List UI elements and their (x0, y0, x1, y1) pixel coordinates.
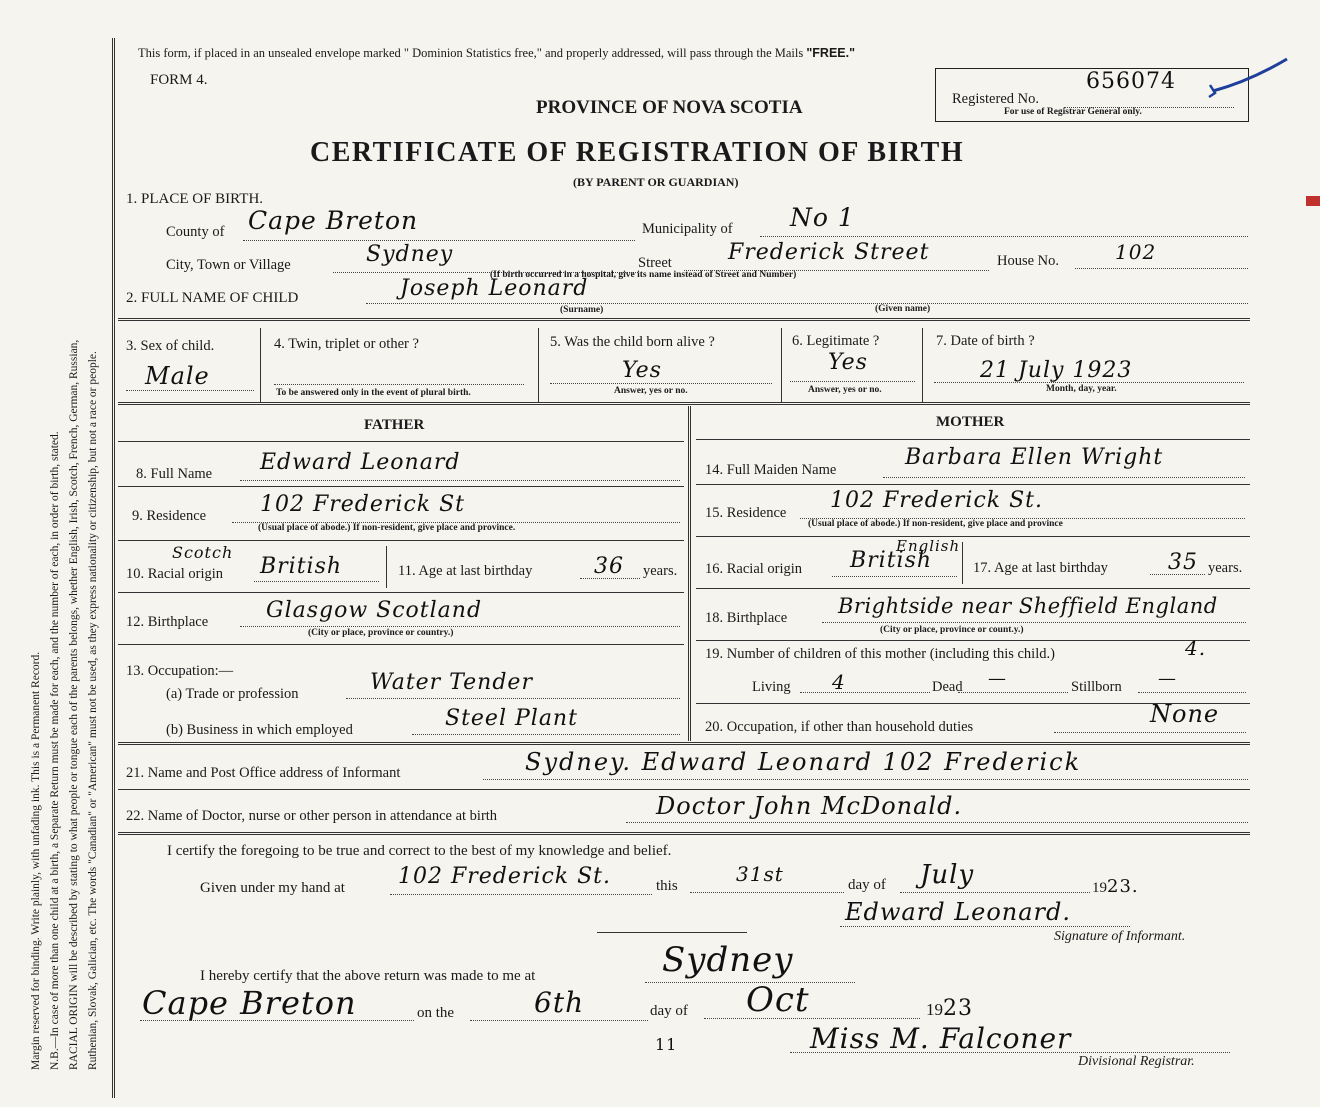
registrar-county-value: Cape Breton (142, 984, 357, 1022)
father-years: years. (643, 563, 678, 579)
doctor-value: Doctor John McDonald. (656, 792, 963, 820)
mother-occupation-label: 20. Occupation, if other than household duties (705, 719, 974, 735)
father-name-value: Edward Leonard (260, 450, 461, 475)
registered-label: Registered No. (952, 91, 1039, 107)
father-residence-label: 9. Residence (132, 508, 207, 524)
mother-name-label: 14. Full Maiden Name (705, 462, 837, 478)
mother-birthplace-value: Brightside near Sheffield England (838, 594, 1218, 618)
mail-note (138, 46, 855, 61)
registrar-text: I hereby certify that the above return was made to me at (200, 968, 536, 984)
informant-signature: Edward Leonard. (845, 898, 1072, 926)
father-business-label: (b) Business in which employed (166, 722, 353, 738)
living-label: Living (752, 679, 791, 695)
legitimate-answer-note: Answer, yes or no. (808, 385, 882, 395)
father-occupation-label: 13. Occupation:— (126, 663, 234, 679)
informant-label: 21. Name and Post Office address of Informant (126, 765, 401, 781)
house-label: House No. (997, 253, 1060, 269)
mother-name-value: Barbara Ellen Wright (905, 445, 1164, 470)
mother-years: years. (1208, 560, 1243, 576)
father-heading: FATHER (364, 417, 425, 433)
registrar-year (926, 996, 973, 1021)
page-title: CERTIFICATE OF REGISTRATION OF BIRTH (310, 137, 965, 168)
county-label: County of (166, 224, 225, 240)
child-name-label: 2. FULL NAME OF CHILD (126, 290, 299, 306)
mother-children-label: 19. Number of children of this mother (including this child.) (705, 646, 1055, 662)
mother-race-label: 16. Racial origin (705, 561, 803, 577)
street-label: Street (638, 255, 672, 271)
certify-day-of-label: day of (848, 877, 886, 893)
father-name-label: 8. Full Name (136, 466, 213, 482)
street-value: Frederick Street (728, 240, 930, 265)
mother-race-value: British (850, 548, 933, 573)
dead-value: — (988, 668, 1007, 689)
margin-instructions (0, 0, 110, 1107)
father-trade-label: (a) Trade or profession (166, 686, 299, 702)
mother-birthplace-note: (City or place, province or count.y.) (880, 625, 1024, 635)
father-age-value: 36 (594, 554, 624, 579)
form-number: FORM 4. (150, 72, 208, 88)
sex-label: 3. Sex of child. (126, 338, 215, 354)
municipality-value: No 1 (790, 203, 855, 232)
hospital-note: (If birth occurred in a hospital, give its name instead of Street and Number) (490, 270, 797, 280)
margin-note-1: Margin reserved for binding. Write plainly, with unfading ink. This is a Permanent Record. (30, 651, 42, 1070)
given-label: Given under my hand at (200, 880, 345, 896)
this-label: this (656, 878, 678, 894)
twin-note: To be answered only in the event of plural birth. (276, 388, 471, 398)
registrar-year-value: 23 (943, 996, 973, 1021)
registrar-mark: 11 (655, 1035, 678, 1054)
mother-heading: MOTHER (936, 414, 1005, 430)
mother-residence-label: 15. Residence (705, 505, 787, 521)
certify-text: I certify the foregoing to be true and correct to the best of my knowledge and belief. (167, 843, 672, 859)
legitimate-value: Yes (828, 350, 868, 375)
given-note: (Given name) (875, 304, 931, 314)
page-subtitle: (BY PARENT OR GUARDIAN) (573, 175, 739, 189)
registered-value: 656074 (1086, 69, 1176, 94)
child-name-value: Joseph Leonard (400, 276, 589, 301)
mother-age-label: 17. Age at last birthday (973, 560, 1108, 576)
margin-note-3: RACIAL ORIGIN will be described by stating to what people or tongue each of the parents belongs, whether English, Irish, Scotch, French, German, Russian, (68, 339, 80, 1070)
living-value: 4 (832, 670, 846, 694)
mail-note-text: This form, if placed in an unsealed envelope marked " Dominion Statistics free," and properly addressed, will pass through the Mails (138, 46, 804, 60)
registrar-day-value: 6th (534, 986, 585, 1019)
municipality-label: Municipality of (642, 221, 733, 237)
county-value: Cape Breton (248, 206, 419, 235)
dead-label: Dead (932, 679, 963, 695)
house-value: 102 (1115, 240, 1157, 264)
mother-residence-note: (Usual place of abode.) If non-resident, give place and province (808, 519, 1063, 529)
mother-age-value: 35 (1168, 550, 1198, 575)
stillborn-value: — (1158, 668, 1177, 689)
father-age-label: 11. Age at last birthday (398, 563, 533, 579)
doctor-label: 22. Name of Doctor, nurse or other person in attendance at birth (126, 808, 498, 824)
father-residence-note: (Usual place of abode.) If non-resident, give place and province. (258, 523, 516, 533)
mother-residence-value: 102 Frederick St. (830, 488, 1043, 513)
alive-label: 5. Was the child born alive ? (550, 334, 715, 350)
registrar-signature: Miss M. Falconer (810, 1022, 1072, 1055)
city-label: City, Town or Village (166, 257, 291, 273)
father-birthplace-note: (City or place, province or country.) (308, 628, 454, 638)
surname-note: (Surname) (560, 305, 604, 315)
dob-label: 7. Date of birth ? (936, 333, 1035, 349)
alive-value: Yes (622, 358, 662, 383)
certify-year-prefix: 19 (1092, 880, 1107, 896)
alive-answer-note: Answer, yes or no. (614, 386, 688, 396)
registrar-signature-label: Divisional Registrar. (1078, 1054, 1195, 1069)
mother-children-value: 4. (1185, 636, 1207, 660)
on-the-label: on the (417, 1005, 455, 1021)
dob-value: 21 July 1923 (980, 358, 1133, 383)
edge-mark-icon (1306, 196, 1320, 206)
province-heading: PROVINCE OF NOVA SCOTIA (536, 97, 803, 118)
registrar-place-value: Sydney (662, 940, 794, 980)
margin-note-4: Ruthenian, Slovak, Galician, etc. The words "Canadian" or "American" must not be used, as they express nationality or citizenship, but not a race or people. (87, 351, 99, 1070)
mother-race-extra: English (896, 537, 961, 555)
registered-note: For use of Registrar General only. (1004, 107, 1142, 117)
certify-day-value: 31st (736, 862, 784, 886)
father-residence-value: 102 Frederick St (260, 492, 465, 517)
given-value: 102 Frederick St. (398, 864, 611, 889)
sex-value: Male (145, 362, 210, 390)
father-birthplace-value: Glasgow Scotland (266, 598, 483, 623)
father-trade-value: Water Tender (370, 670, 533, 695)
registrar-year-prefix: 19 (926, 1000, 943, 1019)
father-race-label: 10. Racial origin (126, 566, 224, 582)
mother-occupation-value: None (1150, 700, 1220, 728)
father-race-extra: Scotch (172, 543, 234, 562)
certify-year (1092, 876, 1139, 897)
registered-number-box (935, 68, 1249, 122)
checkmark-icon (1205, 55, 1295, 100)
stillborn-label: Stillborn (1071, 679, 1122, 695)
father-birthplace-label: 12. Birthplace (126, 614, 209, 630)
place-of-birth-label: 1. PLACE OF BIRTH. (126, 191, 264, 207)
informant-value: Sydney. Edward Leonard 102 Frederick (525, 748, 1082, 776)
registrar-day-of-label: day of (650, 1003, 688, 1019)
father-race-value: British (260, 554, 343, 579)
informant-signature-label: Signature of Informant. (1054, 929, 1186, 944)
margin-note-2: N.B.—In case of more than one child at a birth, a Separate Return must be made for each, and the number of each, in order of birth, stated. (49, 431, 61, 1070)
certify-year-value: 23. (1107, 876, 1139, 897)
legitimate-label: 6. Legitimate ? (792, 333, 880, 349)
city-value: Sydney (366, 242, 454, 267)
mail-free: "FREE." (806, 46, 856, 60)
registrar-month-value: Oct (746, 980, 810, 1020)
dob-note: Month, day, year. (1046, 384, 1117, 394)
twin-label: 4. Twin, triplet or other ? (274, 336, 419, 352)
mother-birthplace-label: 18. Birthplace (705, 610, 788, 626)
binding-rule (112, 38, 115, 1098)
certify-month-value: July (920, 860, 975, 890)
father-business-value: Steel Plant (445, 706, 578, 731)
